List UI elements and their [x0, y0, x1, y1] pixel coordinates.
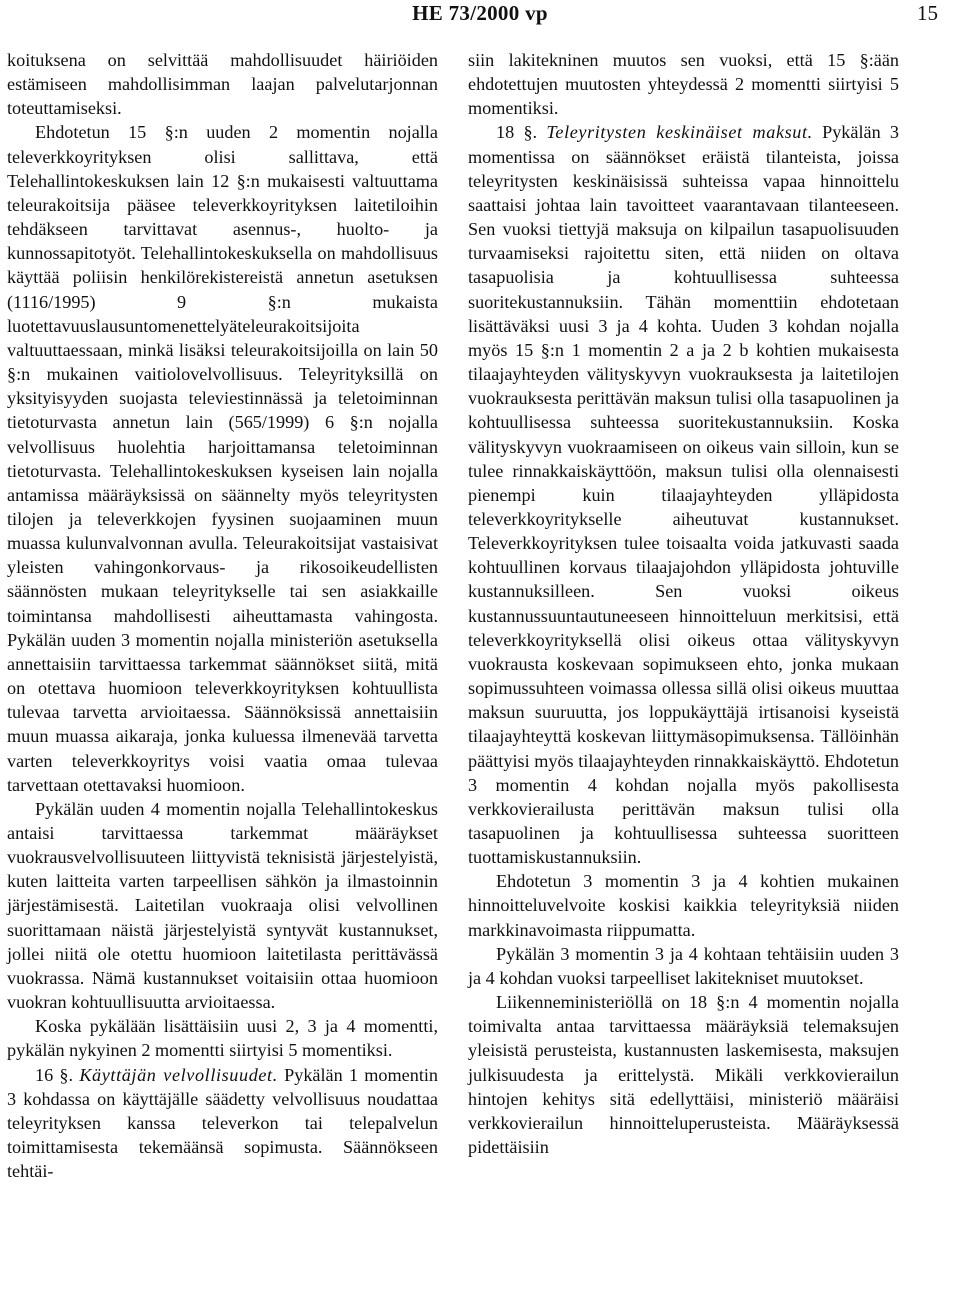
document-id: HE 73/2000 vp — [412, 1, 548, 25]
section-title: Käyttäjän velvollisuudet. — [79, 1064, 278, 1085]
left-column — [7, 48, 438, 1183]
right-column — [468, 48, 899, 1159]
paragraph: Pykälän 3 momentin 3 ja 4 kohtaan tehtäisiin uuden 3 ja 4 kohdan vuoksi tarpeelliset lakitekniset muutokset. — [468, 943, 899, 988]
section-text: Pykälän 3 momentissa on säännökset eräistä tilanteista, joissa teleyritysten keskinäisissä suhteissa vapaa hinnoittelu saattaisi johtaa lain tavoitteet vaarantavaan tilanteeseen. Sen vuoksi tiettyjä maksuja on kilpailun tasapuolisuuden turvaamiseksi rajoitettu siten, että niiden on oltava tasapuolisia ja kohtuullisessa suhteessa suoritekustannuksiin. Tähän momenttiin ehdotetaan lisättäväksi uusi 3 ja 4 kohta. Uuden 3 kohdan nojalla myös 15 §:n 1 momentin 2 a ja 2 b kohtien mukaisesta tilaajayhteyden välityskyvyn vuokrauksesta ja laitetilojen vuokrauksesta perittävän maksun tulisi olla tasapuolinen ja kohtuullisessa suhteessa suoritekustannuksiin. Koska välityskyvyn vuokraamiseen on oikeus vain silloin, kun se tulee rinnakkaiskäyttöön, maksun tulisi olla olennaisesti pienempi kuin tilaajayhteyden ylläpidosta televerkkoyritykselle aiheutuvat kustannukset. Televerkkoyrityksen tulee toisaalta voida jatkuvasti saada kohtuullinen korvaus tilaajajohdon ylläpidosta johtuville kustannuksilleen. Sen vuoksi oikeus kustannussuuntautuneeseen hinnoitteluun merkitsisi, että televerkkoyrityksellä olisi oikeus ottaa välityskyvyn vuokrausta koskevaan sopimukseen ehto, jonka mukaan sopimussuhteen voimassa ollessa sillä olisi oikeus muuttaa maksun suuruutta, jos loppukäyttäjä irtisanoisi kyseistä tilaajayhteyttä koskevan liittymäsopimuksensa. Tällöinhän päättyisi myös tilaajayhteyden rinnakkaiskäyttö. Ehdotetun 3 momentin 4 kohdan nojalla myös pakollisesta verkkovierailusta perittävän maksun tulisi olla tasapuolinen ja kohtuullisessa suhteessa suoritteen tuottamiskustannuksiin. — [468, 122, 900, 868]
section-paragraph — [468, 120, 899, 869]
paragraph: Koska pykälään lisättäisiin uusi 2, 3 ja 4 momentti, pykälän nykyinen 2 momentti siirtyisi 5 momentiksi. — [7, 1016, 438, 1061]
paragraph: Ehdotetun 3 momentin 3 ja 4 kohtien mukainen hinnoitteluvelvoite koskisi kaikkia teleyrityksiä niiden markkinavoimasta riippumatta. — [468, 871, 899, 940]
section-number: 16 §. — [35, 1064, 74, 1085]
section-number: 18 §. — [496, 122, 538, 143]
page-header — [0, 0, 960, 28]
paragraph: siin lakitekninen muutos sen vuoksi, että 15 §:ään ehdotettujen muutosten yhteydessä 2 momentti siirtyisi 5 momentiksi. — [468, 50, 899, 119]
paragraph: Ehdotetun 15 §:n uuden 2 momentin nojalla televerkkoyrityksen olisi sallittava, että Telehallintokeskuksen lain 12 §:n mukaisesti valtuuttama teleurakoitsija pääsee televerkkoyrityksen laitetiloihin tehdäkseen tarvittavat asennus-, huolto- ja kunnossapitotyöt. Telehallintokeskuksella on mahdollisuus käyttää poliisin henkilörekistereistä annetun asetuksen (1116/1995) 9 §:n mukaista luotettavuuslausuntomenettelyäteleurakoitsijoita valtuuttaessaan, minkä lisäksi teleurakoitsijoilla on lain 50 §:n mukainen vaitiolovelvollisuus. Teleyrityksillä on yksityisyyden suojasta televiestinnässä ja teletoiminnan tietoturvasta annetun lain (565/1999) 6 §:n nojalla velvollisuus huolehtia harjoittamansa teletoiminnan tietoturvasta. Telehallintokeskuksen kyseisen lain nojalla antamissa määräyksissä on säännelty myös teleyritysten tilojen ja televerkkojen fyysinen suojaaminen muun muassa kulunvalvonnan avulla. Teleurakoitsijat vastaisivat yleisten vahingonkorvaus- ja rikosoikeudellisten säännösten mukaan teleyritykselle tai sen asiakkaille toimintansa mahdollisesti aiheuttamasta vahingosta. Pykälän uuden 3 momentin nojalla ministeriön asetuksella annettaisiin tarvittaessa tarkemmat säännökset siitä, mitä on otettava huomioon televerkkoyrityksen kohtuullista tulevaa tarvetta arvioitaessa. Säännöksissä annettaisiin muun muassa aikaraja, jonka kuluessa ilmenevää tarvetta varten televerkkoyritys voisi vaatia omaa tulevaa tarvettaan otettavaksi huomioon. — [7, 122, 438, 795]
paragraph: koituksena on selvittää mahdollisuudet häiriöiden estämiseen mahdollisimman laajan palvelutarjonnan toteuttamiseksi. — [7, 50, 438, 119]
page-number: 15 — [917, 1, 938, 25]
section-paragraph — [7, 1063, 438, 1184]
section-text: Pykälän 1 momentin 3 kohdassa on käyttäjälle säädetty velvollisuus noudattaa teleyrityksen kanssa televerkon tai telepalvelun toimittamisesta tekemäänsä sopimusta. Säännökseen tehtäi- — [7, 1064, 439, 1182]
paragraph: Pykälän uuden 4 momentin nojalla Telehallintokeskus antaisi tarvittaessa tarkemmat määräykset vuokrausvelvollisuuteen liittyvistä teknisistä järjestelyistä, kuten laitteita varten tarpeellisen sähkön ja ilmastoinnin järjestämisestä. Laitetilan vuokraaja olisi velvollinen suorittamaan näistä järjestelyistä syntyvät kustannukset, jollei niitä ole otettu huomioon laitetilasta perittävässä vuokrassa. Nämä kustannukset voitaisiin ottaa huomioon vuokran kohtuullisuutta arvioitaessa. — [7, 798, 438, 1013]
paragraph: Liikenneministeriöllä on 18 §:n 4 momentin nojalla toimivalta antaa tarvittaessa määräyksiä telemaksujen yleisistä perusteista, kustannusten laskemisesta, maksujen julkisuudesta ja erittelystä. Mikäli verkkovierailun hintojen kehitys sitä edellyttäisi, ministeriö määräisi verkkovierailun hinnoitteluperusteista. Määräyksessä pidettäisiin — [468, 992, 899, 1158]
section-title: Teleyritysten keskinäiset maksut. — [546, 122, 813, 143]
